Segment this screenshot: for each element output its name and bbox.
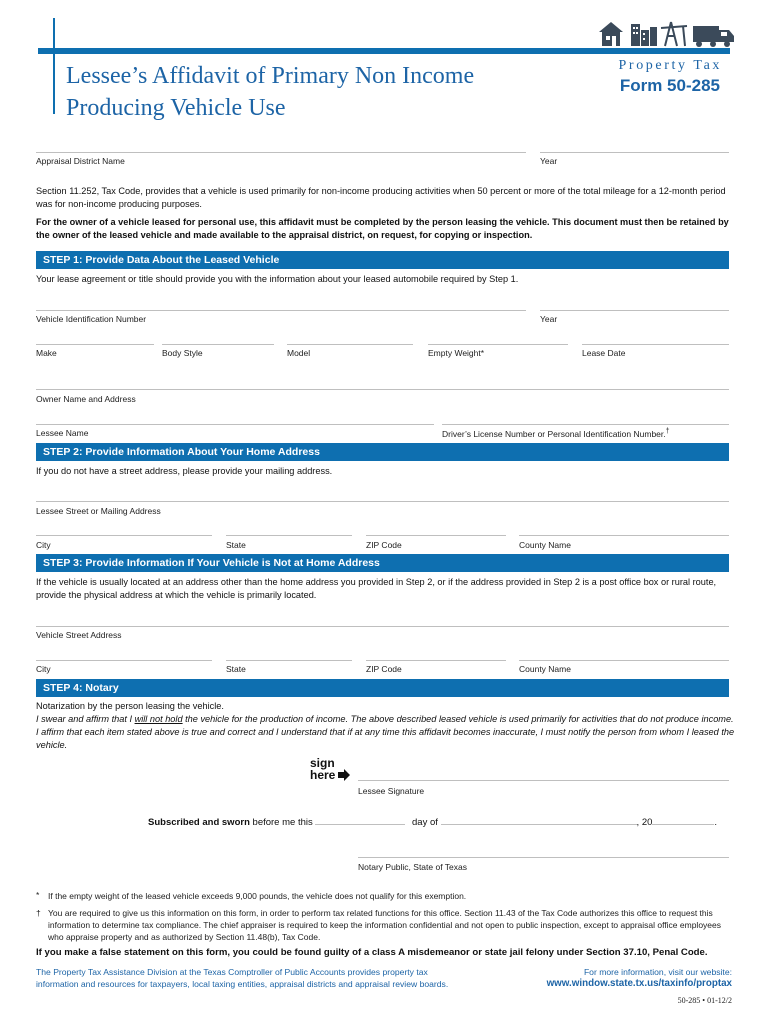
false-statement-warning: If you make a false statement on this form, you could be found guilty of a class A misdemeanor or state jail felony under Section 37.10, Penal Code. bbox=[36, 947, 708, 958]
lessee-street-field[interactable] bbox=[36, 501, 729, 502]
notary-intro: Notarization by the person leasing the vehicle. bbox=[36, 701, 224, 711]
vehicle-city-field[interactable] bbox=[36, 660, 212, 661]
footer-info: For more information, visit our website: www.window.state.tx.us/taxinfo/proptax bbox=[546, 967, 732, 989]
home-zip-label: ZIP Code bbox=[366, 540, 402, 550]
vehicle-street-field[interactable] bbox=[36, 626, 729, 627]
vehicle-state-field[interactable] bbox=[226, 660, 352, 661]
home-county-field[interactable] bbox=[519, 535, 729, 536]
dagger-mark: † bbox=[665, 428, 670, 435]
step2-instruction: If you do not have a street address, please provide your mailing address. bbox=[36, 466, 333, 476]
home-county-label: County Name bbox=[519, 540, 571, 550]
vehicle-county-label: County Name bbox=[519, 664, 571, 674]
body-style-field[interactable] bbox=[162, 344, 274, 345]
make-field[interactable] bbox=[36, 344, 154, 345]
owner-label: Owner Name and Address bbox=[36, 394, 136, 404]
license-number-label: Driver’s License Number or Personal Identification Number.† bbox=[442, 428, 670, 439]
notary-oath: I swear and affirm that I will not hold the vehicle for the production of income. The above described leased vehicle is used primarily for activities that do not produce income. I affirm that each item stated above is true and correct and I understand that if at any time this affidavit becomes inaccurate, I must notify the person from whom I leased the vehicle. bbox=[36, 714, 735, 750]
body-style-label: Body Style bbox=[162, 348, 203, 358]
form-number: Form 50-285 bbox=[619, 76, 720, 95]
form-title-line1: Lessee’s Affidavit of Primary Non Income bbox=[66, 63, 475, 89]
header-icons bbox=[597, 18, 737, 48]
vehicle-year-field[interactable] bbox=[540, 310, 729, 311]
model-field[interactable] bbox=[287, 344, 413, 345]
lessee-name-label: Lessee Name bbox=[36, 428, 89, 438]
owner-field[interactable] bbox=[36, 389, 729, 390]
truck-icon bbox=[693, 26, 734, 47]
intro-paragraph: Section 11.252, Tax Code, provides that a vehicle is used primarily for non-income producing activities when 50 percent or more of the total mileage for a 12-month period was for non-income producing purposes. bbox=[36, 186, 726, 209]
oath-emphasis: will not hold bbox=[134, 714, 183, 724]
vin-field[interactable] bbox=[36, 310, 526, 311]
footnote-confidentiality: You are required to give us this information on this form, in order to perform tax related functions for this office. Section 11.43 of the Tax Code authorizes this office to request this information to determine tax compliance. The chief appraiser is required to keep the information confidential and not open to public inspection, except to appraisal office employees who appraise property and as authorized by Section 11.48(b), Tax Code. bbox=[48, 908, 721, 942]
property-tax-label: Property Tax bbox=[618, 58, 722, 73]
notary-signature-field[interactable] bbox=[358, 857, 729, 858]
year-field[interactable] bbox=[540, 152, 729, 153]
footnote-dagger-mark: † bbox=[36, 908, 41, 918]
lease-date-label: Lease Date bbox=[582, 348, 626, 358]
footnote-star-mark: * bbox=[36, 890, 40, 900]
year-suffix-field[interactable] bbox=[652, 815, 714, 825]
vehicle-year-label: Year bbox=[540, 314, 558, 324]
license-number-field[interactable] bbox=[442, 424, 729, 425]
appraisal-district-field[interactable] bbox=[36, 152, 526, 153]
step4-heading: STEP 4: Notary bbox=[36, 679, 729, 697]
month-field[interactable] bbox=[441, 815, 637, 825]
revision-code: 50-285 • 01-12/2 bbox=[677, 996, 732, 1005]
sign-here-marker: sign here bbox=[310, 757, 350, 781]
day-field[interactable] bbox=[315, 815, 405, 825]
footer-description: The Property Tax Assistance Division at the Texas Comptroller of Public Accounts provides property tax information and resources for taxpayers, local taxing entities, appraisal districts and appraisal review boards. bbox=[36, 967, 449, 989]
lessee-signature-label: Lessee Signature bbox=[358, 786, 425, 796]
vehicle-city-label: City bbox=[36, 664, 51, 674]
home-zip-field[interactable] bbox=[366, 535, 506, 536]
vehicle-county-field[interactable] bbox=[519, 660, 729, 661]
lease-date-field[interactable] bbox=[582, 344, 729, 345]
lessee-signature-field[interactable] bbox=[358, 780, 729, 781]
website-link[interactable]: www.window.state.tx.us/taxinfo/proptax bbox=[546, 978, 732, 989]
step3-instruction: If the vehicle is usually located at an address other than the home address you provided in Step 2, or if the address provided in Step 2 is a post office box or rural route, provide the physical address at which the vehicle is primarily located. bbox=[36, 577, 717, 600]
empty-weight-label: Empty Weight* bbox=[428, 348, 485, 358]
city-buildings-icon bbox=[631, 24, 657, 46]
form-title-line2: Producing Vehicle Use bbox=[66, 95, 286, 121]
intro-instructions: For the owner of a vehicle leased for personal use, this affidavit must be completed by the person leasing the vehicle. This document must then be retained by the owner of the leased vehicle and made available to the appraisal district, on request, for copying or inspection. bbox=[36, 217, 729, 240]
subscribed-line: Subscribed and sworn before me this day of , 20 . bbox=[148, 817, 718, 828]
vin-label: Vehicle Identification Number bbox=[36, 314, 147, 324]
home-state-field[interactable] bbox=[226, 535, 352, 536]
vehicle-street-label: Vehicle Street Address bbox=[36, 630, 122, 640]
header-accent-vertical bbox=[53, 18, 55, 114]
step2-heading: STEP 2: Provide Information About Your Home Address bbox=[36, 443, 729, 461]
vehicle-zip-field[interactable] bbox=[366, 660, 506, 661]
sign-arrow-icon bbox=[338, 769, 350, 781]
step1-instruction: Your lease agreement or title should provide you with the information about your leased automobile required by Step 1. bbox=[36, 274, 519, 284]
model-label: Model bbox=[287, 348, 311, 358]
house-icon bbox=[599, 22, 623, 46]
step1-heading: STEP 1: Provide Data About the Leased Vehicle bbox=[36, 251, 729, 269]
notary-label: Notary Public, State of Texas bbox=[358, 862, 467, 872]
lessee-name-field[interactable] bbox=[36, 424, 434, 425]
home-city-field[interactable] bbox=[36, 535, 212, 536]
footnote-weight: If the empty weight of the leased vehicle exceeds 9,000 pounds, the vehicle does not qualify for this exemption. bbox=[48, 891, 467, 901]
empty-weight-field[interactable] bbox=[428, 344, 568, 345]
appraisal-district-label: Appraisal District Name bbox=[36, 156, 125, 166]
vehicle-zip-label: ZIP Code bbox=[366, 664, 402, 674]
home-city-label: City bbox=[36, 540, 51, 550]
form-title bbox=[66, 60, 496, 124]
step3-heading: STEP 3: Provide Information If Your Vehicle is Not at Home Address bbox=[36, 554, 729, 572]
year-label: Year bbox=[540, 156, 558, 166]
home-state-label: State bbox=[226, 540, 246, 550]
make-label: Make bbox=[36, 348, 57, 358]
lessee-street-label: Lessee Street or Mailing Address bbox=[36, 506, 161, 516]
header-accent-bar bbox=[38, 48, 730, 54]
oil-derrick-icon bbox=[661, 22, 687, 46]
vehicle-state-label: State bbox=[226, 664, 246, 674]
